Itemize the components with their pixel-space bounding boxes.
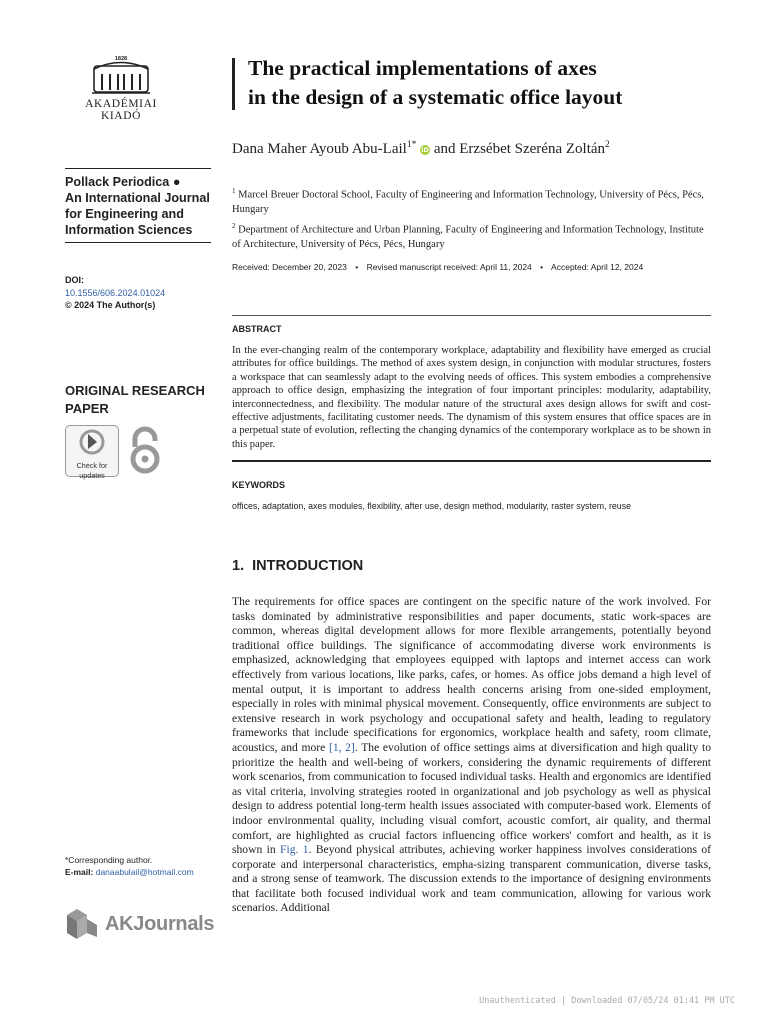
orcid-icon[interactable]: iD (421, 146, 429, 154)
keywords-heading: KEYWORDS (232, 480, 286, 490)
paper-type-line: ORIGINAL RESEARCH (65, 383, 205, 398)
journal-name: Pollack Periodica (65, 175, 170, 189)
paper-type (65, 382, 215, 418)
open-access-icon (127, 425, 163, 475)
publisher-logo (66, 58, 176, 122)
divider (65, 168, 211, 169)
affiliation (232, 219, 712, 253)
check-updates-label: updates (79, 470, 105, 480)
affiliation-number: 2 (232, 222, 236, 230)
title-accent-bar (232, 58, 235, 110)
body-text: . Beyond physical attributes, achieving worker happiness involves considerations of corporate and interpersonal characteristics, empha-sizing transparent communication, diverse tasks, and a strong sense of teamwork. The discussion extends to the importance of designing environments that facilitate both focused individual work and team communication, allowing for various work scenarios. Additional (232, 843, 712, 915)
journal-subtitle-line: Information Sciences (65, 223, 193, 237)
affiliation-text: Marcel Breuer Doctoral School, Faculty of Engineering and Information Technology, University of Pécs, Pécs, Hungary (232, 189, 704, 215)
section-heading (232, 558, 363, 574)
bullet-separator: • (540, 262, 544, 272)
author-affiliation-mark: 1* (406, 140, 417, 150)
publisher-year: 1828 (114, 56, 128, 62)
introduction-text (232, 595, 711, 916)
email-link[interactable]: danaabulail@hotmail.com (95, 867, 194, 877)
publisher-name: AKADÉMIAI KIADÓ (85, 98, 157, 122)
title-line: in the design of a systematic office layout (248, 85, 623, 109)
check-for-updates-badge[interactable] (65, 425, 119, 480)
author-name[interactable]: Dana Maher Ayoub Abu-Lail (232, 141, 407, 157)
author-affiliation-mark: 2 (605, 140, 610, 150)
bullet-icon: ● (172, 175, 181, 189)
akjournals-name: AKJournals (105, 912, 215, 935)
affiliation (232, 184, 712, 218)
divider (232, 460, 711, 462)
abstract-text: In the ever-changing realm of the contemporary workplace, adaptability and flexibility have emerged as crucial attributes for office buildings. The method of axes system design, in conjunction with modular structures, fosters a workspace that can seamlessly adapt to the evolving needs of offices. This system embodies a comprehensive approach to office design, emphasizing the integration of four important principles: modularity, adaptability, interconnectedness, and flexibility. The modular nature of the structural axes design allows for swift and cost-effective adjustments, facilitating customer needs. The dynamism of this system ensures that office spaces are in a perpetual state of evolution, reflecting the changing dynamics of the contemporary workplace as to be shown in this paper. (232, 345, 711, 450)
journal-subtitle-line: for Engineering and (65, 207, 184, 221)
citation-link[interactable]: [1, 2] (328, 740, 355, 754)
revised-date: Revised manuscript received: April 11, 2024 (366, 262, 532, 272)
title-line: The practical implementations of axes (248, 56, 597, 80)
accepted-date: Accepted: April 12, 2024 (551, 262, 644, 272)
check-updates-icon (78, 429, 106, 455)
correspondence (65, 854, 235, 878)
corresponding-author-label: *Corresponding author. (65, 855, 153, 865)
article-dates (232, 262, 712, 272)
figure-link[interactable]: Fig. 1 (280, 843, 309, 857)
building-icon (88, 58, 154, 96)
affiliation-number: 1 (232, 187, 236, 195)
journal-subtitle-line: An International Journal (65, 191, 210, 205)
divider (65, 242, 211, 243)
section-number: 1. (232, 558, 245, 574)
received-date: Received: December 20, 2023 (232, 262, 347, 272)
doi-label: DOI: (65, 275, 84, 285)
abstract-heading: ABSTRACT (232, 324, 282, 334)
section-title: INTRODUCTION (252, 558, 364, 574)
affiliation-text: Department of Architecture and Urban Planning, Faculty of Engineering and Information Technology, Institute of Architecture, University of Pécs, Pécs, Hungary (232, 224, 704, 250)
doi-link[interactable]: 10.1556/606.2024.01024 (65, 287, 166, 298)
check-updates-label: Check for (76, 461, 108, 470)
keywords-text: offices, adaptation, axes modules, flexibility, after use, design method, modularity, raster system, reuse (232, 501, 631, 511)
akjournals-logo (65, 907, 214, 941)
divider (232, 315, 711, 316)
bullet-separator: • (355, 262, 359, 272)
email-label: E-mail: (65, 867, 94, 877)
paper-type-line: PAPER (65, 401, 109, 416)
download-footer: Unauthenticated | Downloaded 07/05/24 01:41 PM UTC (479, 996, 735, 1006)
doi-block (65, 274, 225, 312)
article-title (248, 54, 718, 112)
authors (232, 140, 712, 158)
body-text: The requirements for office spaces are contingent on the specific nature of the work involved. For tasks dominated by administrative responsibilities and paper documents, static work-spaces are common, whereas digital development allows for more flexible arrangements, potentially beyond traditional office buildings. The significance of accommodating diverse work environments is emphasized, acknowledging that employees equipped with laptops and internet access can work effectively from various locations, like parks, cafes, or homes. As office jobs demand a high level of mental output, it is important to address health concerns arising from one-sided employment, especially in roles with minimal physical movement. Consequently, office environments are subject to extensive research in work psychology and occupational safety and health, leading to regulatory frameworks that include specifications for ergonomics, workplace health and safety, room climate, acoustics, and more (232, 595, 711, 754)
copyright: © 2024 The Author(s) (65, 300, 156, 310)
body-text: . The evolution of office settings aims at diversification and high quality to prioritize the health and well-being of workers, considering the dynamic requirements of different work scenarios, from communication to focused individual tasks. Health and ergonomics are identified as vital criteria, involving strategies rooted in organizational and job psychology as well as physical design to address potential long-term health issues associated with computer-based work. Elements of indoor environmental quality, including visual comfort, acoustic comfort, air quality, and thermal comfort, are highlighted as crucial factors influencing office workers' comfort and health, as it is shown in (232, 740, 711, 857)
author-name[interactable]: Erzsébet Szeréna Zoltán (459, 141, 606, 157)
author-connector: and (433, 141, 456, 157)
journal-title (65, 174, 215, 238)
akjournals-icon (65, 907, 99, 941)
